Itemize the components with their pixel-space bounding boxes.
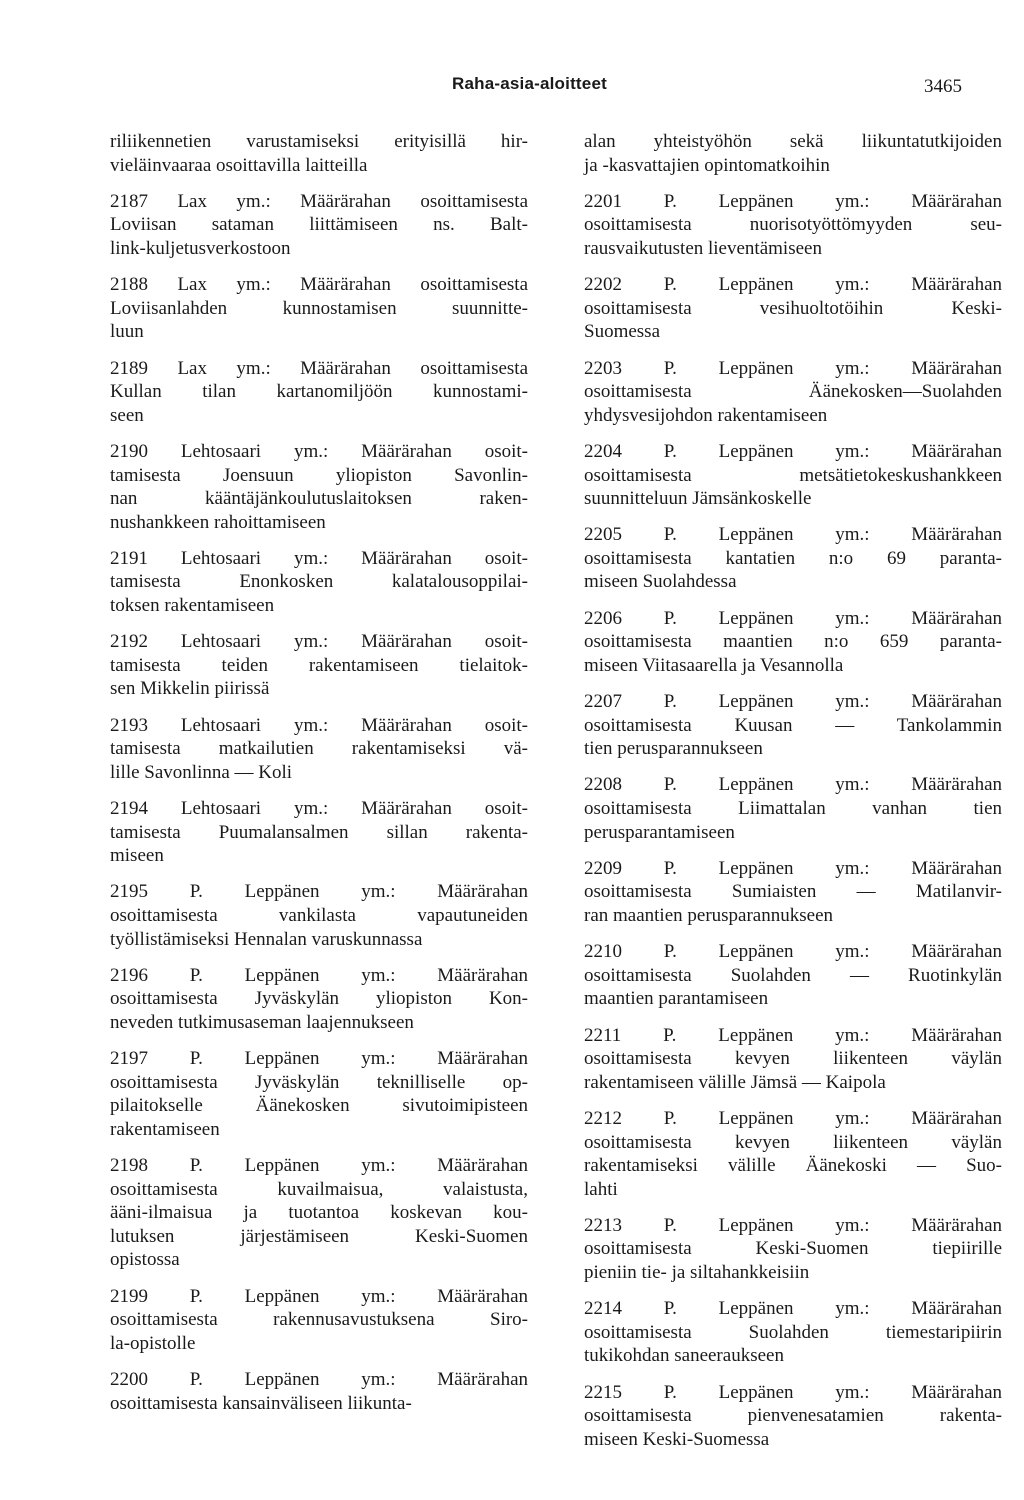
text-line: osoittamisesta kantatien n:o 69 paranta- bbox=[584, 547, 1002, 569]
text-line: 2206 P. Leppänen ym.: Määrärahan bbox=[584, 607, 1002, 629]
text-line: rakentamiseksi välille Äänekoski — Suo- bbox=[584, 1155, 1002, 1177]
text-line: miseen Keski-Suomessa bbox=[584, 1428, 770, 1450]
text-line: osoittamisesta kevyen liikenteen väylän bbox=[584, 1131, 1002, 1153]
text-line: Suomessa bbox=[584, 321, 660, 343]
motion-entry bbox=[110, 1285, 528, 1356]
text-line: osoittamisesta Äänekosken—Suolahden bbox=[584, 381, 1002, 403]
motion-entry bbox=[110, 964, 528, 1035]
text-line: rakentamiseen välille Jämsä — Kaipola bbox=[584, 1071, 886, 1093]
text-line: 2199 P. Leppänen ym.: Määrärahan bbox=[110, 1285, 528, 1307]
text-line: 2189 Lax ym.: Määrärahan osoittamisesta bbox=[110, 357, 528, 379]
text-line: sen Mikkelin piirissä bbox=[110, 678, 270, 700]
motion-entry bbox=[584, 1024, 1002, 1095]
text-line: 2215 P. Leppänen ym.: Määrärahan bbox=[584, 1381, 1002, 1403]
text-line: 2198 P. Leppänen ym.: Määrärahan bbox=[110, 1155, 528, 1177]
motion-entry bbox=[584, 523, 1002, 594]
text-line: 2202 P. Leppänen ym.: Määrärahan bbox=[584, 274, 1002, 296]
text-line: Loviisanlahden kunnostamisen suunnitte- bbox=[110, 297, 528, 319]
text-line: 2211 P. Leppänen ym.: Määrärahan bbox=[584, 1024, 1002, 1046]
text-line: 2200 P. Leppänen ym.: Määrärahan bbox=[110, 1369, 528, 1391]
text-line: Kullan tilan kartanomiljöön kunnostami- bbox=[110, 381, 528, 403]
text-line: ran maantien perusparannukseen bbox=[584, 904, 834, 926]
text-line: 2190 Lehtosaari ym.: Määrärahan osoit- bbox=[110, 440, 528, 462]
text-line: 2204 P. Leppänen ym.: Määrärahan bbox=[584, 440, 1002, 462]
text-line: ja -kasvattajien opintomatkoihin bbox=[584, 154, 830, 176]
right-column bbox=[584, 130, 1002, 1464]
motion-entry bbox=[584, 1107, 1002, 1201]
text-line: Loviisan sataman liittämiseen ns. Balt- bbox=[110, 214, 528, 236]
text-line: tamisesta Joensuun yliopiston Savonlin- bbox=[110, 464, 528, 486]
text-line: opistossa bbox=[110, 1249, 180, 1271]
motion-entry bbox=[110, 1154, 528, 1272]
motion-entry bbox=[110, 630, 528, 701]
text-line: osoittamisesta kevyen liikenteen väylän bbox=[584, 1048, 1002, 1070]
text-line: miseen bbox=[110, 845, 164, 867]
text-line: lahti bbox=[584, 1178, 618, 1200]
text-line: 2191 Lehtosaari ym.: Määrärahan osoit- bbox=[110, 547, 528, 569]
text-line: 2195 P. Leppänen ym.: Määrärahan bbox=[110, 881, 528, 903]
text-line: neveden tutkimusaseman laajennukseen bbox=[110, 1011, 414, 1033]
text-line: osoittamisesta maantien n:o 659 paranta- bbox=[584, 631, 1002, 653]
text-line: osoittamisesta vesihuoltotöihin Keski- bbox=[584, 297, 1002, 319]
motion-entry bbox=[110, 1047, 528, 1141]
text-line: luun bbox=[110, 321, 144, 343]
text-line: nan kääntäjänkoulutuslaitoksen raken- bbox=[110, 488, 528, 510]
text-line: 2193 Lehtosaari ym.: Määrärahan osoit- bbox=[110, 714, 528, 736]
text-line: osoittamisesta Kuusan — Tankolammin bbox=[584, 714, 1002, 736]
text-line: 2213 P. Leppänen ym.: Määrärahan bbox=[584, 1214, 1002, 1236]
motion-entry bbox=[584, 940, 1002, 1011]
motion-entry bbox=[584, 440, 1002, 511]
text-line: osoittamisesta Liimattalan vanhan tien bbox=[584, 798, 1002, 819]
text-line: osoittamisesta Jyväskylän teknilliselle op- bbox=[110, 1071, 528, 1093]
text-line: suunnitteluun Jämsänkoskelle bbox=[584, 488, 812, 510]
text-line: osoittamisesta kuvailmaisua, valaistusta, bbox=[110, 1178, 528, 1200]
text-line: seen bbox=[110, 404, 144, 426]
text-line: lille Savonlinna — Koli bbox=[110, 761, 293, 783]
text-line: 2197 P. Leppänen ym.: Määrärahan bbox=[110, 1048, 528, 1070]
motion-entry bbox=[110, 130, 528, 177]
motion-entry bbox=[584, 190, 1002, 261]
motion-entry bbox=[110, 714, 528, 785]
text-line: 2192 Lehtosaari ym.: Määrärahan osoit- bbox=[110, 631, 528, 653]
motion-entry bbox=[584, 273, 1002, 344]
text-line: osoittamisesta Sumiaisten — Matilanvir- bbox=[584, 881, 1002, 903]
text-line: 2209 P. Leppänen ym.: Määrärahan bbox=[584, 857, 1002, 879]
motion-entry bbox=[584, 1214, 1002, 1285]
text-line: 2210 P. Leppänen ym.: Määrärahan bbox=[584, 941, 1002, 963]
motion-entry bbox=[584, 690, 1002, 761]
text-line: osoittamisesta rakennusavustuksena Siro- bbox=[110, 1309, 528, 1331]
motion-entry bbox=[110, 273, 528, 344]
text-line: pilaitokselle Äänekosken sivutoimipisteen bbox=[110, 1095, 528, 1117]
text-line: osoittamisesta Suolahden tiemestaripiirin bbox=[584, 1321, 1002, 1343]
text-line: perusparantamiseen bbox=[584, 821, 735, 843]
text-line: link-kuljetusverkostoon bbox=[110, 237, 291, 259]
text-line: miseen Suolahdessa bbox=[584, 571, 737, 593]
text-line: 2205 P. Leppänen ym.: Määrärahan bbox=[584, 524, 1002, 546]
text-line: 2194 Lehtosaari ym.: Määrärahan osoit- bbox=[110, 798, 528, 819]
text-line: osoittamisesta metsätietokeskushankkeen bbox=[584, 464, 1002, 486]
text-line: 2203 P. Leppänen ym.: Määrärahan bbox=[584, 357, 1002, 379]
page-number: 3465 bbox=[924, 76, 962, 97]
text-line: rakentamiseen bbox=[110, 1118, 220, 1140]
text-line: la-opistolle bbox=[110, 1332, 196, 1354]
motion-entry bbox=[584, 857, 1002, 928]
text-line: osoittamisesta Jyväskylän yliopiston Kon- bbox=[110, 988, 528, 1010]
text-line: 2187 Lax ym.: Määrärahan osoittamisesta bbox=[110, 190, 528, 212]
motion-entry bbox=[584, 130, 1002, 177]
text-line: 2212 P. Leppänen ym.: Määrärahan bbox=[584, 1107, 1002, 1129]
text-line: 2208 P. Leppänen ym.: Määrärahan bbox=[584, 774, 1002, 796]
motion-entry bbox=[584, 1381, 1002, 1452]
left-column bbox=[110, 130, 528, 1428]
text-line: 2201 P. Leppänen ym.: Määrärahan bbox=[584, 190, 1002, 212]
motion-entry bbox=[110, 547, 528, 618]
text-line: tamisesta Enonkosken kalatalousoppilai- bbox=[110, 571, 528, 593]
text-line: tamisesta teiden rakentamiseen tielaitok- bbox=[110, 654, 528, 676]
text-line: 2207 P. Leppänen ym.: Määrärahan bbox=[584, 691, 1002, 713]
text-line: miseen Viitasaarella ja Vesannolla bbox=[584, 654, 844, 676]
motion-entry bbox=[584, 1297, 1002, 1368]
text-line: lutuksen järjestämiseen Keski-Suomen bbox=[110, 1225, 528, 1247]
text-line: toksen rakentamiseen bbox=[110, 595, 275, 617]
motion-entry bbox=[110, 357, 528, 428]
text-line: vieläinvaaraa osoittavilla laitteilla bbox=[110, 154, 368, 176]
text-line: 2196 P. Leppänen ym.: Määrärahan bbox=[110, 964, 528, 986]
text-line: osoittamisesta Keski-Suomen tiepiirille bbox=[584, 1238, 1002, 1260]
text-line: maantien parantamiseen bbox=[584, 988, 769, 1010]
motion-entry bbox=[110, 1368, 528, 1415]
text-line: alan yhteistyöhön sekä liikuntatutkijoiden bbox=[584, 131, 1002, 152]
text-line: 2188 Lax ym.: Määrärahan osoittamisesta bbox=[110, 274, 528, 296]
text-line: tamisesta Puumalansalmen sillan rakenta- bbox=[110, 821, 528, 843]
motion-entry bbox=[110, 797, 528, 868]
text-line: 2214 P. Leppänen ym.: Määrärahan bbox=[584, 1298, 1002, 1320]
text-line: tien perusparannukseen bbox=[584, 738, 763, 760]
text-line: osoittamisesta pienvenesatamien rakenta- bbox=[584, 1405, 1002, 1427]
text-line: osoittamisesta kansainväliseen liikunta- bbox=[110, 1392, 412, 1414]
text-line: osoittamisesta nuorisotyöttömyyden seu- bbox=[584, 214, 1002, 236]
motion-entry bbox=[584, 357, 1002, 428]
motion-entry bbox=[584, 773, 1002, 844]
running-title: Raha-asia-aloitteet bbox=[452, 74, 607, 93]
motion-entry bbox=[110, 880, 528, 951]
text-line: yhdysvesijohdon rakentamiseen bbox=[584, 404, 828, 426]
motion-entry bbox=[584, 607, 1002, 678]
text-line: osoittamisesta vankilasta vapautuneiden bbox=[110, 904, 528, 926]
text-line: tukikohdan saneeraukseen bbox=[584, 1345, 784, 1367]
text-line: tamisesta matkailutien rakentamiseksi vä- bbox=[110, 738, 528, 760]
text-line: nushankkeen rahoittamiseen bbox=[110, 511, 326, 533]
text-line: ääni-ilmaisua ja tuotantoa koskevan kou- bbox=[110, 1202, 528, 1224]
text-line: pieniin tie- ja siltahankkeisiin bbox=[584, 1262, 810, 1284]
text-line: riliikennetien varustamiseksi erityisillä hir- bbox=[110, 131, 528, 152]
text-line: työllistämiseksi Hennalan varuskunnassa bbox=[110, 928, 423, 950]
motion-entry bbox=[110, 440, 528, 534]
text-line: osoittamisesta Suolahden — Ruotinkylän bbox=[584, 964, 1002, 986]
text-line: rausvaikutusten lieventämiseen bbox=[584, 237, 822, 259]
motion-entry bbox=[110, 190, 528, 261]
